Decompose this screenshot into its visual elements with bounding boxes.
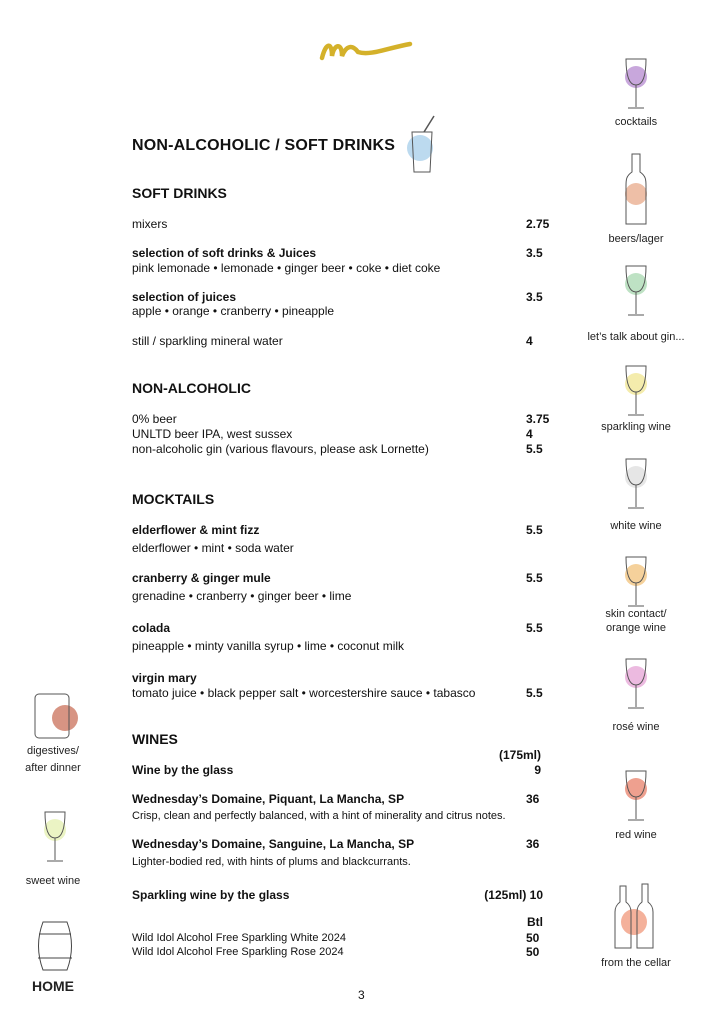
item-desc: tomato juice • black pepper salt • worcestershire sauce • tabasco xyxy=(132,686,476,700)
nav-label[interactable]: cocktails xyxy=(614,116,658,128)
item-name: selection of juices xyxy=(132,290,237,304)
item-price: 5.5 xyxy=(526,523,543,537)
item-desc: pink lemonade • lemonade • ginger beer • coke • diet coke xyxy=(132,261,441,275)
beer-bottle-icon xyxy=(576,150,696,228)
item-price: 50 xyxy=(526,931,540,945)
logo xyxy=(318,38,413,64)
item-name: Wednesday’s Domaine, Piquant, La Mancha, SP xyxy=(132,792,405,806)
item-name: Wild Idol Alcohol Free Sparkling Rose 2024 xyxy=(132,946,344,958)
item-name: still / sparkling mineral water xyxy=(132,334,283,348)
gin-glass-icon xyxy=(576,262,696,318)
item-price: 3.5 xyxy=(526,290,543,304)
nav-label[interactable]: sweet wine xyxy=(25,875,81,887)
item-desc: apple • orange • cranberry • pineapple xyxy=(132,304,335,318)
barrel-icon xyxy=(0,918,110,974)
white-wine-glass-icon xyxy=(576,455,696,511)
glass-size: (175ml) xyxy=(498,748,541,762)
nav-barrel[interactable] xyxy=(0,918,110,974)
nav-label[interactable]: beers/lager xyxy=(608,233,664,245)
nav-label[interactable]: sparkling wine xyxy=(601,421,671,433)
item-price: 9 xyxy=(534,763,541,777)
nav-cocktail-glass[interactable] xyxy=(576,55,696,111)
page-number: 3 xyxy=(358,988,365,1002)
item-name: Sparkling wine by the glass xyxy=(132,888,290,902)
orange-wine-glass-icon xyxy=(576,553,696,609)
red-wine-glass-icon xyxy=(576,767,696,823)
sweet-wine-glass-icon xyxy=(0,808,110,864)
section-soft-drinks: SOFT DRINKS xyxy=(132,185,227,201)
nav-rose-wine-glass[interactable] xyxy=(576,655,696,711)
item-name: cranberry & ginger mule xyxy=(132,571,271,585)
item-price: 36 xyxy=(526,837,540,851)
item-name: UNLTD beer IPA, west sussex xyxy=(132,427,293,441)
item-name: selection of soft drinks & Juices xyxy=(132,246,317,260)
item-name: virgin mary xyxy=(132,671,197,685)
page-title: NON-ALCOHOLIC / SOFT DRINKS xyxy=(132,137,396,154)
item-price: 4 xyxy=(526,334,533,348)
nav-label[interactable]: skin contact/ orange wine xyxy=(605,608,667,634)
cocktail-glass-icon xyxy=(576,55,696,111)
item-price: 3.5 xyxy=(526,246,543,260)
nav-label[interactable]: digestives/ after dinner xyxy=(25,745,81,774)
item-name: 0% beer xyxy=(132,412,177,426)
wine-bottles-icon xyxy=(576,882,696,952)
nav-flute-glass[interactable] xyxy=(576,362,696,418)
item-price: 50 xyxy=(526,945,540,959)
item-desc: grenadine • cranberry • ginger beer • lime xyxy=(132,589,352,603)
bottle-label: Btl xyxy=(527,915,543,929)
nav-white-wine-glass[interactable] xyxy=(576,455,696,511)
nav-red-wine-glass[interactable] xyxy=(576,767,696,823)
item-name: colada xyxy=(132,621,171,635)
nav-wine-bottles[interactable] xyxy=(576,882,696,952)
nav-label[interactable]: rosé wine xyxy=(612,721,660,733)
nav-label[interactable]: white wine xyxy=(610,520,662,532)
item-desc: Crisp, clean and perfectly balanced, with a hint of minerality and citrus notes. xyxy=(132,810,506,822)
item-desc: elderflower • mint • soda water xyxy=(132,541,294,555)
item-price: 2.75 xyxy=(526,217,550,231)
nav-label[interactable]: from the cellar xyxy=(601,957,671,969)
item-price: 3.75 xyxy=(526,412,550,426)
item-name: elderflower & mint fizz xyxy=(132,523,260,537)
nav-whisky-glass[interactable] xyxy=(0,688,110,742)
item-price: (125ml) 10 xyxy=(484,888,543,902)
item-desc: Lighter-bodied red, with hints of plums and blackcurrants. xyxy=(132,856,411,868)
item-desc: pineapple • minty vanilla syrup • lime • coconut milk xyxy=(132,639,405,653)
nav-label[interactable]: let’s talk about gin... xyxy=(587,331,685,343)
item-price: 5.5 xyxy=(526,571,543,585)
item-price: 4 xyxy=(526,427,533,441)
item-name: non-alcoholic gin (various flavours, please ask Lornette) xyxy=(132,442,429,456)
rose-wine-glass-icon xyxy=(576,655,696,711)
item-name: Wednesday’s Domaine, Sanguine, La Mancha, SP xyxy=(132,837,415,851)
item-name: Wine by the glass xyxy=(132,763,234,777)
soft-drink-glass-icon xyxy=(404,114,440,176)
item-name: mixers xyxy=(132,217,168,231)
whisky-glass-icon xyxy=(0,688,110,742)
nav-label[interactable]: HOME xyxy=(32,978,74,994)
item-name: Wild Idol Alcohol Free Sparkling White 2024 xyxy=(132,932,346,944)
item-price: 5.5 xyxy=(526,621,543,635)
nav-beer-bottle[interactable] xyxy=(576,150,696,228)
item-price: 5.5 xyxy=(526,686,543,700)
section-mocktails: MOCKTAILS xyxy=(132,491,215,507)
item-price: 36 xyxy=(526,792,540,806)
item-price: 5.5 xyxy=(526,442,543,456)
section-non-alcoholic: NON-ALCOHOLIC xyxy=(132,380,251,396)
nav-sweet-wine-glass[interactable] xyxy=(0,808,110,864)
nav-gin-glass[interactable] xyxy=(576,262,696,318)
nav-label[interactable]: red wine xyxy=(615,829,657,841)
nav-orange-wine-glass[interactable] xyxy=(576,553,696,609)
section-wines: WINES xyxy=(132,731,178,747)
flute-glass-icon xyxy=(576,362,696,418)
